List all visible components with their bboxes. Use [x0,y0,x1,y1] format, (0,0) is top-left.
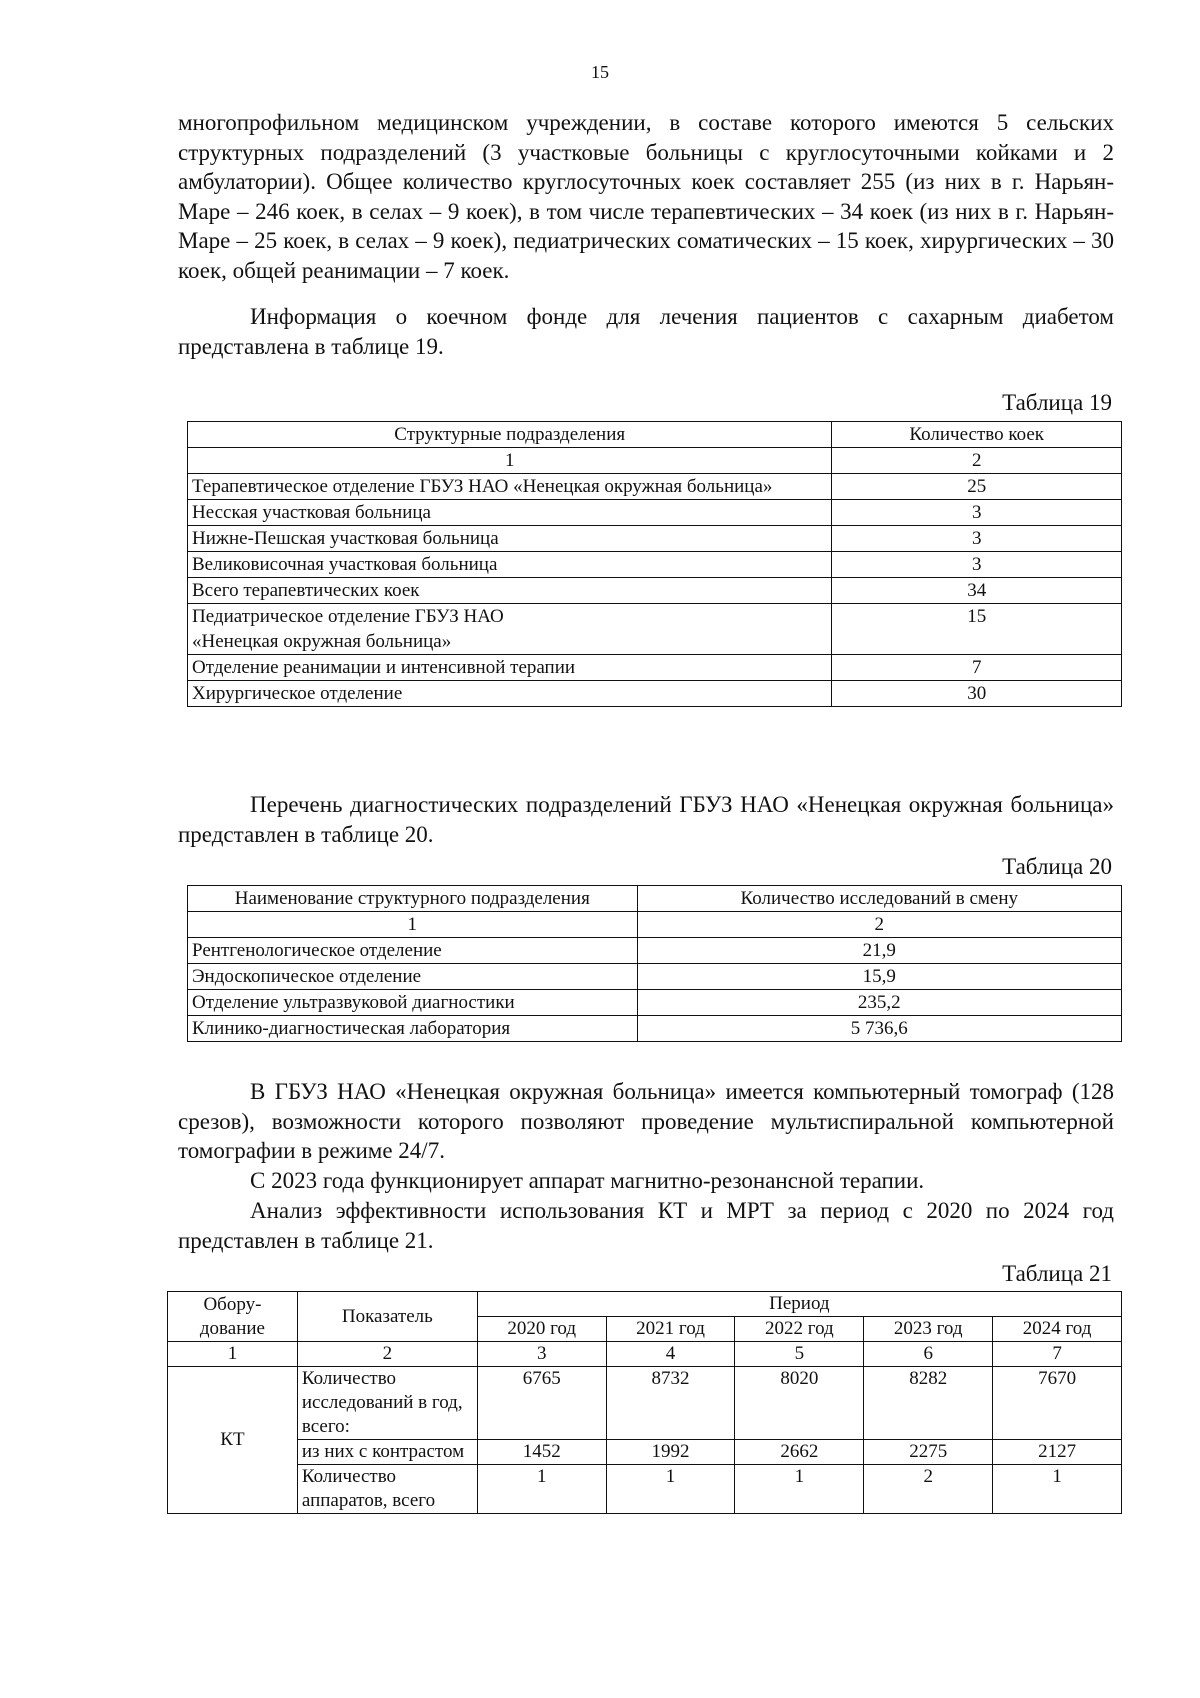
table-cell-value: 7 [832,655,1122,681]
table-row [188,474,1122,500]
table-cell-unit: Отделение реанимации и интенсивной терапии [188,655,832,681]
table-cell-value: 21,9 [637,938,1121,964]
table-cell-unit: Рентгенологическое отделение [188,938,638,964]
table-cell-value: 3 [832,526,1122,552]
table-header-cell: Структурные подразделения [188,422,832,448]
table-cell-unit: Великовисочная участковая больница [188,552,832,578]
table-column-number: 2 [832,448,1122,474]
value-cell: 1 [735,1465,864,1514]
value-cell: 6765 [477,1367,606,1440]
value-cell: 1452 [477,1440,606,1465]
table-row [188,655,1122,681]
table-cell-unit: Хирургическое отделение [188,681,832,707]
table-cell-unit: Нижне-Пешская участковая больница [188,526,832,552]
paragraph-2: Информация о коечном фонде для лечения пациентов с сахарным диабетом представлена в таблице 19. [178,304,1114,359]
table-cell-value: 15 [832,604,1122,655]
table-row [188,552,1122,578]
equipment-cell: КТ [168,1367,298,1514]
header-year: 2023 год [864,1317,993,1342]
value-cell: 8020 [735,1367,864,1440]
table-cell-value: 5 736,6 [637,1016,1121,1042]
header-indicator: Показатель [297,1292,477,1342]
table-cell-value: 25 [832,474,1122,500]
table-cell-unit: Педиатрическое отделение ГБУЗ НАО «Ненецкая окружная больница» [188,604,832,655]
table-column-number: 3 [477,1342,606,1367]
table-cell-unit: Отделение ультразвуковой диагностики [188,990,638,1016]
table-row [188,578,1122,604]
table-column-number: 4 [606,1342,735,1367]
table-20 [187,885,1122,1042]
value-cell: 8732 [606,1367,735,1440]
table-row [188,604,1122,655]
table-cell-unit: Эндоскопическое отделение [188,964,638,990]
page-number: 15 [591,62,609,82]
indicator-cell: Количество аппаратов, всего [297,1465,477,1514]
value-cell: 2662 [735,1440,864,1465]
table-cell-unit: Всего терапевтических коек [188,578,832,604]
header-equipment: Обору-дование [168,1292,298,1342]
table-cell-value: 30 [832,681,1122,707]
table-header-cell: Количество исследований в смену [637,886,1121,912]
value-cell: 2127 [993,1440,1122,1465]
table-row [188,990,1122,1016]
value-cell: 2275 [864,1440,993,1465]
value-cell: 1 [993,1465,1122,1514]
table-column-number: 2 [637,912,1121,938]
table-header-cell: Наименование структурного подразделения [188,886,638,912]
table-cell-value: 34 [832,578,1122,604]
table-cell-value: 235,2 [637,990,1121,1016]
paragraph-1: многопрофильном медицинском учреждении, в составе которого имеются 5 сельских структурных подразделений (3 участковые больницы с круглосуточными койками и 2 амбулатории). Общее количество круглосуточных коек составляет 255 (из них в г. Нарьян-Маре – 246 коек, в селах – 9 коек), в том числе терапевтических – 34 коек (из них в г. Нарьян-Маре – 25 коек, в селах – 9 коек), педиатрических соматических – 15 коек, хирургических – 30 коек, общей реанимации – 7 коек. [178,110,1114,283]
value-cell: 7670 [993,1367,1122,1440]
value-cell: 1992 [606,1440,735,1465]
table-number-row [188,912,1122,938]
table-number-row [188,448,1122,474]
table-row [188,938,1122,964]
table-header-row [168,1292,1122,1317]
paragraph-3: Перечень диагностических подразделений ГБУЗ НАО «Ненецкая окружная больница» представлен в таблице 20. [178,792,1114,847]
table-row [188,526,1122,552]
table-column-number: 1 [168,1342,298,1367]
header-period: Период [477,1292,1121,1317]
table-row [188,500,1122,526]
table-row [188,681,1122,707]
table-row [188,1016,1122,1042]
header-year: 2024 год [993,1317,1122,1342]
table-column-number: 1 [188,912,638,938]
table-row [168,1440,1122,1465]
indicator-cell: из них с контрастом [297,1440,477,1465]
table-column-number: 6 [864,1342,993,1367]
value-cell: 1 [477,1465,606,1514]
table-cell-unit: Несская участковая больница [188,500,832,526]
table-row [188,964,1122,990]
header-year: 2022 год [735,1317,864,1342]
paragraph-4: В ГБУЗ НАО «Ненецкая окружная больница» имеется компьютерный томограф (128 срезов), возможности которого позволяют проведение мультиспиральной компьютерной томографии в режиме 24/7. [178,1079,1114,1163]
table-column-number: 7 [993,1342,1122,1367]
table-header-row [188,886,1122,912]
indicator-cell: Количество исследований в год, всего: [297,1367,477,1440]
table-cell-value: 15,9 [637,964,1121,990]
paragraph-5: С 2023 года функционирует аппарат магнитно-резонансной терапии. [250,1168,925,1193]
table-header-row [188,422,1122,448]
table-19 [187,421,1122,707]
table21-caption: Таблица 21 [1002,1261,1112,1286]
header-year: 2021 год [606,1317,735,1342]
table-column-number: 2 [297,1342,477,1367]
table-number-row [168,1342,1122,1367]
value-cell: 8282 [864,1367,993,1440]
paragraph-6: Анализ эффективности использования КТ и МРТ за период с 2020 по 2024 год представлен в таблице 21. [178,1198,1114,1253]
table-21 [167,1291,1122,1514]
table-cell-value: 3 [832,500,1122,526]
table-cell-unit: Клинико-диагностическая лаборатория [188,1016,638,1042]
table-column-number: 1 [188,448,832,474]
value-cell: 1 [606,1465,735,1514]
value-cell: 2 [864,1465,993,1514]
table20-caption: Таблица 20 [1002,854,1112,879]
table-column-number: 5 [735,1342,864,1367]
header-year: 2020 год [477,1317,606,1342]
table-row [168,1465,1122,1514]
table-cell-value: 3 [832,552,1122,578]
table-row [168,1367,1122,1440]
table-cell-unit: Терапевтическое отделение ГБУЗ НАО «Ненецкая окружная больница» [188,474,832,500]
table19-caption: Таблица 19 [1002,390,1112,415]
table-header-cell: Количество коек [832,422,1122,448]
